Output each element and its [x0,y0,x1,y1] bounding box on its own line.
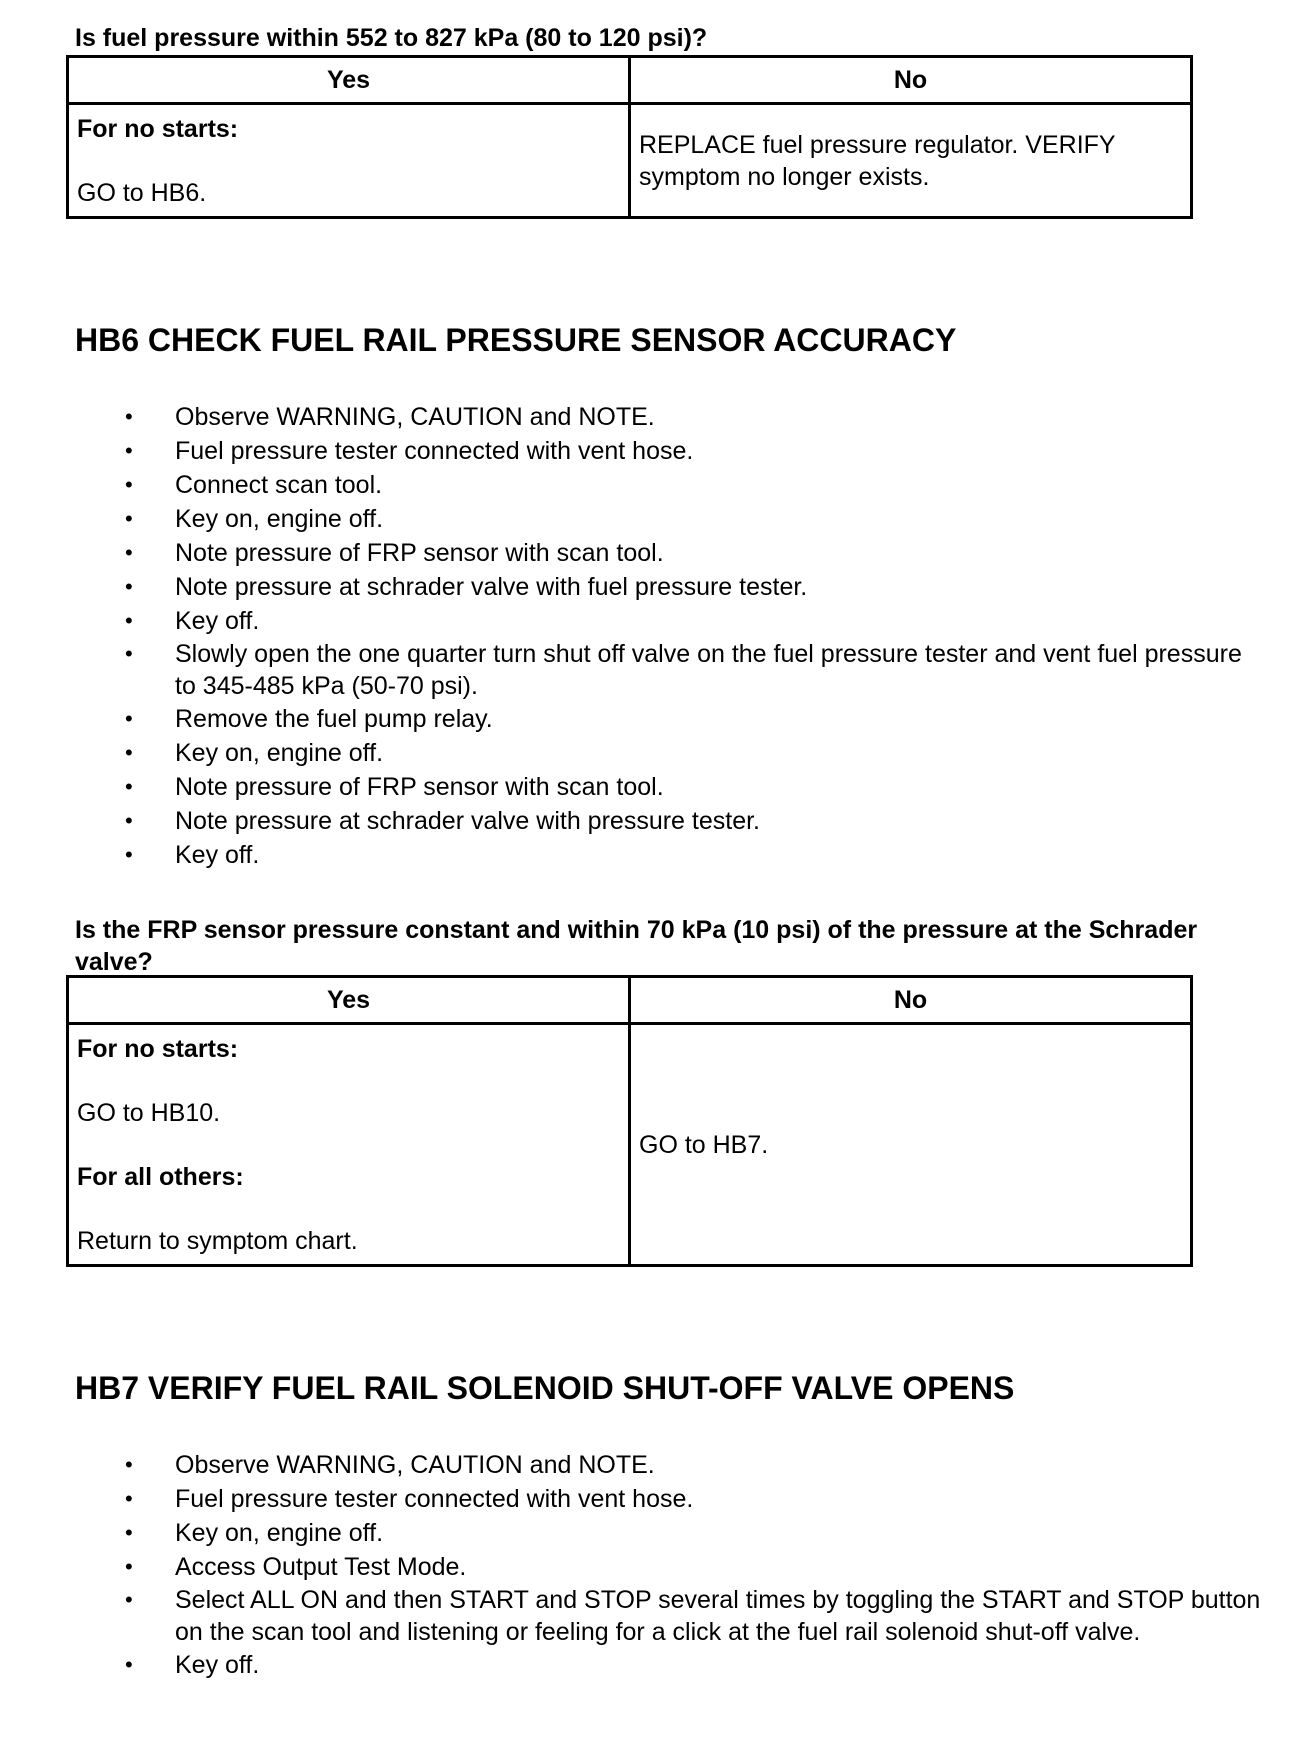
list-item: • Note pressure of FRP sensor with scan tool. [0,536,1265,570]
bullet-icon: • [125,472,133,497]
no-header: No [630,57,1192,104]
bullet-icon: • [125,641,133,666]
list-item: • Connect scan tool. [0,468,1265,502]
bullet-icon: • [125,1452,133,1477]
list-item: • Key off. [0,838,1265,872]
yes-header: Yes [68,57,630,104]
bullet-icon: • [125,740,133,765]
section-title-hb6: HB6 CHECK FUEL RAIL PRESSURE SENSOR ACCURACY [75,322,957,358]
yes-action: GO to HB6. [77,178,207,207]
yes-action: Return to symptom chart. [77,1226,358,1255]
bullet-icon: • [125,1587,133,1612]
yes-condition: For all others: [77,1162,244,1191]
list-item: • Fuel pressure tester connected with vent hose. [0,434,1265,468]
list-item: • Slowly open the one quarter turn shut off valve on the fuel pressure tester and vent fuel pressure to 345-485 kPa (50-70 psi). [125,640,1242,700]
list-item: • Key on, engine off. [0,1516,1265,1550]
question-fuel-pressure: Is fuel pressure within 552 to 827 kPa (80 to 120 psi)? [75,24,708,52]
hb6-steps-list [0,400,1265,872]
bullet-icon: • [125,608,133,633]
bullet-icon: • [125,1486,133,1511]
bullet-icon: • [125,438,133,463]
yes-cell [68,1024,630,1266]
list-item: • Fuel pressure tester connected with vent hose. [0,1482,1265,1516]
bullet-icon: • [125,1554,133,1579]
bullet-icon: • [125,574,133,599]
no-action: REPLACE fuel pressure regulator. VERIFY symptom no longer exists. [639,130,1116,191]
list-item: • Note pressure at schrader valve with fuel pressure tester. [0,570,1265,604]
question-frp-sensor: Is the FRP sensor pressure constant and within 70 kPa (10 psi) of the pressure at the Schrader valve? [75,916,1198,976]
list-item: • Observe WARNING, CAUTION and NOTE. [0,400,1265,434]
list-item: • Access Output Test Mode. [0,1550,1265,1584]
decision-table-frp-sensor [66,975,1193,1267]
list-item: • Key on, engine off. [0,736,1265,770]
bullet-icon: • [125,404,133,429]
yes-condition: For no starts: [77,1034,239,1063]
bullet-icon: • [125,1520,133,1545]
list-item: • Note pressure at schrader valve with pressure tester. [0,804,1265,838]
no-cell [630,1024,1192,1266]
list-item: • Remove the fuel pump relay. [0,702,1265,736]
list-item: • Select ALL ON and then START and STOP several times by toggling the START and STOP button on the scan tool and listening or feeling for a click at the fuel rail solenoid shut-off valve. [125,1586,1261,1646]
bullet-icon: • [125,1652,133,1677]
yes-header: Yes [68,977,630,1024]
hb7-steps-list [0,1448,1265,1682]
bullet-icon: • [125,842,133,867]
no-action: GO to HB7. [639,1130,769,1159]
list-item: • Key off. [0,604,1265,638]
bullet-icon: • [125,808,133,833]
no-header: No [630,977,1192,1024]
list-item: • Observe WARNING, CAUTION and NOTE. [0,1448,1265,1482]
section-title-hb7: HB7 VERIFY FUEL RAIL SOLENOID SHUT-OFF VALVE OPENS [75,1370,1015,1406]
list-item: • Note pressure of FRP sensor with scan tool. [0,770,1265,804]
bullet-icon: • [125,506,133,531]
yes-action: GO to HB10. [77,1098,221,1127]
bullet-icon: • [125,540,133,565]
yes-cell [68,104,630,218]
yes-condition: For no starts: [77,114,239,143]
list-item: • Key on, engine off. [0,502,1265,536]
bullet-icon: • [125,706,133,731]
decision-table-fuel-pressure [66,55,1193,219]
list-item: • Key off. [0,1648,1265,1682]
bullet-icon: • [125,774,133,799]
no-cell [630,104,1192,218]
